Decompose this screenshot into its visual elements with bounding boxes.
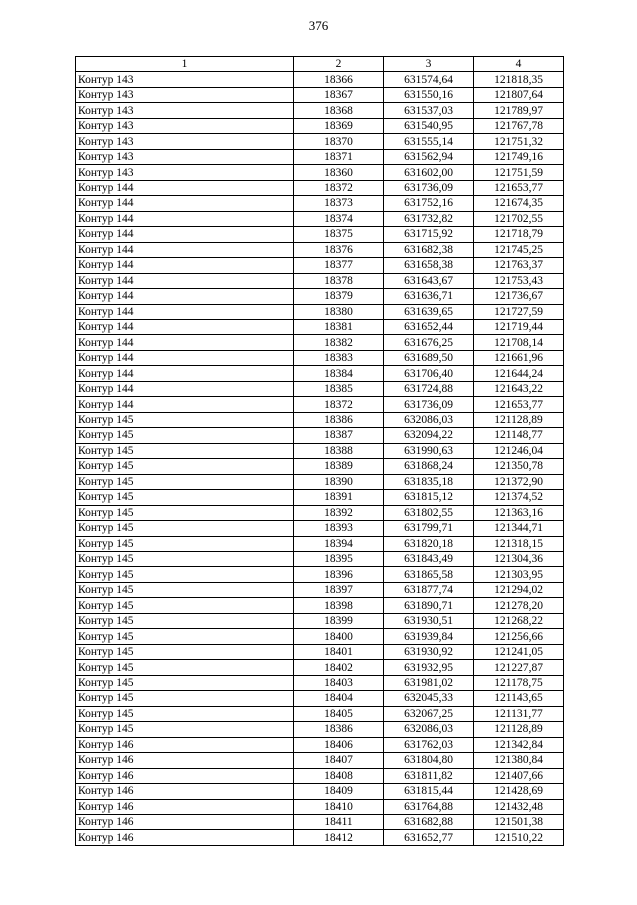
contour-cell: Контур 143	[76, 103, 294, 118]
contour-cell: Контур 144	[76, 273, 294, 288]
x-coordinate-cell: 631835,18	[384, 474, 474, 489]
point-number-cell: 18385	[294, 381, 384, 396]
x-coordinate-cell: 631555,14	[384, 134, 474, 149]
point-number-cell: 18372	[294, 397, 384, 412]
x-coordinate-cell: 632094,22	[384, 428, 474, 443]
x-coordinate-cell: 631877,74	[384, 582, 474, 597]
y-coordinate-cell: 121128,89	[474, 722, 564, 737]
table-row	[76, 753, 564, 768]
x-coordinate-cell: 631682,38	[384, 242, 474, 257]
table-row	[76, 490, 564, 505]
y-coordinate-cell: 121128,89	[474, 412, 564, 427]
point-number-cell: 18389	[294, 459, 384, 474]
table-row	[76, 459, 564, 474]
point-number-cell: 18411	[294, 814, 384, 829]
y-coordinate-cell: 121342,84	[474, 737, 564, 752]
y-coordinate-cell: 121661,96	[474, 350, 564, 365]
point-number-cell: 18368	[294, 103, 384, 118]
table-row	[76, 505, 564, 520]
point-number-cell: 18392	[294, 505, 384, 520]
y-coordinate-cell: 121644,24	[474, 366, 564, 381]
x-coordinate-cell: 631843,49	[384, 552, 474, 567]
table-row	[76, 660, 564, 675]
point-number-cell: 18406	[294, 737, 384, 752]
x-coordinate-cell: 631764,88	[384, 799, 474, 814]
table-row	[76, 87, 564, 102]
y-coordinate-cell: 121674,35	[474, 196, 564, 211]
y-coordinate-cell: 121749,16	[474, 149, 564, 164]
point-number-cell: 18398	[294, 598, 384, 613]
contour-cell: Контур 144	[76, 227, 294, 242]
point-number-cell: 18396	[294, 567, 384, 582]
contour-cell: Контур 144	[76, 366, 294, 381]
y-coordinate-cell: 121363,16	[474, 505, 564, 520]
contour-cell: Контур 143	[76, 165, 294, 180]
point-number-cell: 18360	[294, 165, 384, 180]
point-number-cell: 18367	[294, 87, 384, 102]
point-number-cell: 18391	[294, 490, 384, 505]
point-number-cell: 18370	[294, 134, 384, 149]
point-number-cell: 18408	[294, 768, 384, 783]
contour-cell: Контур 145	[76, 706, 294, 721]
contour-cell: Контур 144	[76, 304, 294, 319]
y-coordinate-cell: 121318,15	[474, 536, 564, 551]
table-row	[76, 536, 564, 551]
table-row	[76, 675, 564, 690]
contour-cell: Контур 145	[76, 629, 294, 644]
contour-cell: Контур 144	[76, 289, 294, 304]
table-row	[76, 381, 564, 396]
y-coordinate-cell: 121131,77	[474, 706, 564, 721]
x-coordinate-cell: 631890,71	[384, 598, 474, 613]
y-coordinate-cell: 121789,97	[474, 103, 564, 118]
y-coordinate-cell: 121304,36	[474, 552, 564, 567]
y-coordinate-cell: 121241,05	[474, 644, 564, 659]
contour-cell: Контур 145	[76, 443, 294, 458]
x-coordinate-cell: 631715,92	[384, 227, 474, 242]
contour-cell: Контур 144	[76, 180, 294, 195]
header-row	[76, 57, 564, 72]
contour-cell: Контур 145	[76, 428, 294, 443]
table-row	[76, 521, 564, 536]
table-row	[76, 567, 564, 582]
contour-cell: Контур 145	[76, 613, 294, 628]
table-row	[76, 799, 564, 814]
x-coordinate-cell: 632086,03	[384, 412, 474, 427]
contour-cell: Контур 146	[76, 784, 294, 799]
contour-cell: Контур 145	[76, 582, 294, 597]
x-coordinate-cell: 631682,88	[384, 814, 474, 829]
table-row	[76, 72, 564, 87]
y-coordinate-cell: 121510,22	[474, 830, 564, 845]
contour-cell: Контур 145	[76, 660, 294, 675]
x-coordinate-cell: 631736,09	[384, 397, 474, 412]
y-coordinate-cell: 121178,75	[474, 675, 564, 690]
table-row	[76, 443, 564, 458]
x-coordinate-cell: 631930,92	[384, 644, 474, 659]
x-coordinate-cell: 632086,03	[384, 722, 474, 737]
y-coordinate-cell: 121374,52	[474, 490, 564, 505]
contour-cell: Контур 145	[76, 691, 294, 706]
contour-cell: Контур 146	[76, 753, 294, 768]
contour-cell: Контур 145	[76, 459, 294, 474]
table-row	[76, 118, 564, 133]
y-coordinate-cell: 121246,04	[474, 443, 564, 458]
point-number-cell: 18403	[294, 675, 384, 690]
x-coordinate-cell: 631865,58	[384, 567, 474, 582]
table-row	[76, 134, 564, 149]
x-coordinate-cell: 631981,02	[384, 675, 474, 690]
x-coordinate-cell: 631562,94	[384, 149, 474, 164]
table-row	[76, 319, 564, 334]
x-coordinate-cell: 631868,24	[384, 459, 474, 474]
header-cell-contour: 1	[76, 57, 294, 72]
contour-cell: Контур 143	[76, 72, 294, 87]
y-coordinate-cell: 121143,65	[474, 691, 564, 706]
y-coordinate-cell: 121380,84	[474, 753, 564, 768]
table-row	[76, 552, 564, 567]
point-number-cell: 18395	[294, 552, 384, 567]
point-number-cell: 18372	[294, 180, 384, 195]
point-number-cell: 18379	[294, 289, 384, 304]
point-number-cell: 18410	[294, 799, 384, 814]
contour-cell: Контур 144	[76, 258, 294, 273]
point-number-cell: 18384	[294, 366, 384, 381]
x-coordinate-cell: 631811,82	[384, 768, 474, 783]
table-row	[76, 149, 564, 164]
point-number-cell: 18382	[294, 335, 384, 350]
y-coordinate-cell: 121653,77	[474, 180, 564, 195]
x-coordinate-cell: 631804,80	[384, 753, 474, 768]
x-coordinate-cell: 632067,25	[384, 706, 474, 721]
x-coordinate-cell: 631932,95	[384, 660, 474, 675]
x-coordinate-cell: 631652,77	[384, 830, 474, 845]
y-coordinate-cell: 121350,78	[474, 459, 564, 474]
table-row	[76, 737, 564, 752]
table-row	[76, 304, 564, 319]
point-number-cell: 18376	[294, 242, 384, 257]
x-coordinate-cell: 631574,64	[384, 72, 474, 87]
x-coordinate-cell: 631930,51	[384, 613, 474, 628]
table-row	[76, 830, 564, 845]
contour-cell: Контур 143	[76, 134, 294, 149]
x-coordinate-cell: 631706,40	[384, 366, 474, 381]
y-coordinate-cell: 121372,90	[474, 474, 564, 489]
x-coordinate-cell: 631732,82	[384, 211, 474, 226]
table-row	[76, 350, 564, 365]
contour-cell: Контур 145	[76, 644, 294, 659]
y-coordinate-cell: 121256,66	[474, 629, 564, 644]
point-number-cell: 18366	[294, 72, 384, 87]
contour-cell: Контур 144	[76, 397, 294, 412]
point-number-cell: 18401	[294, 644, 384, 659]
table-row	[76, 814, 564, 829]
contour-cell: Контур 144	[76, 242, 294, 257]
point-number-cell: 18381	[294, 319, 384, 334]
x-coordinate-cell: 631799,71	[384, 521, 474, 536]
table-row	[76, 289, 564, 304]
x-coordinate-cell: 631939,84	[384, 629, 474, 644]
x-coordinate-cell: 631652,44	[384, 319, 474, 334]
x-coordinate-cell: 631643,67	[384, 273, 474, 288]
contour-cell: Контур 145	[76, 567, 294, 582]
x-coordinate-cell: 631990,63	[384, 443, 474, 458]
table-row	[76, 691, 564, 706]
x-coordinate-cell: 631762,03	[384, 737, 474, 752]
contour-cell: Контур 145	[76, 536, 294, 551]
point-number-cell: 18404	[294, 691, 384, 706]
table-row	[76, 211, 564, 226]
y-coordinate-cell: 121428,69	[474, 784, 564, 799]
point-number-cell: 18375	[294, 227, 384, 242]
x-coordinate-cell: 631658,38	[384, 258, 474, 273]
table-header	[76, 57, 564, 72]
point-number-cell: 18393	[294, 521, 384, 536]
y-coordinate-cell: 121763,37	[474, 258, 564, 273]
table-row	[76, 582, 564, 597]
y-coordinate-cell: 121268,22	[474, 613, 564, 628]
contour-cell: Контур 145	[76, 675, 294, 690]
x-coordinate-cell: 631676,25	[384, 335, 474, 350]
contour-cell: Контур 146	[76, 830, 294, 845]
point-number-cell: 18373	[294, 196, 384, 211]
table-row	[76, 335, 564, 350]
y-coordinate-cell: 121344,71	[474, 521, 564, 536]
x-coordinate-cell: 631815,12	[384, 490, 474, 505]
header-cell-x: 3	[384, 57, 474, 72]
contour-cell: Контур 146	[76, 737, 294, 752]
y-coordinate-cell: 121303,95	[474, 567, 564, 582]
y-coordinate-cell: 121227,87	[474, 660, 564, 675]
contour-cell: Контур 145	[76, 552, 294, 567]
point-number-cell: 18390	[294, 474, 384, 489]
point-number-cell: 18377	[294, 258, 384, 273]
contour-cell: Контур 146	[76, 768, 294, 783]
contour-cell: Контур 143	[76, 149, 294, 164]
y-coordinate-cell: 121767,78	[474, 118, 564, 133]
header-cell-y: 4	[474, 57, 564, 72]
point-number-cell: 18383	[294, 350, 384, 365]
y-coordinate-cell: 121148,77	[474, 428, 564, 443]
coordinates-table	[75, 56, 564, 846]
table-row	[76, 768, 564, 783]
y-coordinate-cell: 121294,02	[474, 582, 564, 597]
contour-cell: Контур 143	[76, 118, 294, 133]
x-coordinate-cell: 631724,88	[384, 381, 474, 396]
table-row	[76, 706, 564, 721]
y-coordinate-cell: 121818,35	[474, 72, 564, 87]
y-coordinate-cell: 121751,59	[474, 165, 564, 180]
contour-cell: Контур 145	[76, 490, 294, 505]
y-coordinate-cell: 121745,25	[474, 242, 564, 257]
x-coordinate-cell: 631639,65	[384, 304, 474, 319]
y-coordinate-cell: 121718,79	[474, 227, 564, 242]
table-row	[76, 397, 564, 412]
table-row	[76, 366, 564, 381]
contour-cell: Контур 145	[76, 521, 294, 536]
point-number-cell: 18399	[294, 613, 384, 628]
contour-cell: Контур 145	[76, 412, 294, 427]
point-number-cell: 18409	[294, 784, 384, 799]
x-coordinate-cell: 631540,95	[384, 118, 474, 133]
contour-cell: Контур 145	[76, 598, 294, 613]
y-coordinate-cell: 121407,66	[474, 768, 564, 783]
point-number-cell: 18397	[294, 582, 384, 597]
x-coordinate-cell: 631550,16	[384, 87, 474, 102]
x-coordinate-cell: 631815,44	[384, 784, 474, 799]
x-coordinate-cell: 631537,03	[384, 103, 474, 118]
point-number-cell: 18386	[294, 722, 384, 737]
point-number-cell: 18388	[294, 443, 384, 458]
contour-cell: Контур 144	[76, 381, 294, 396]
x-coordinate-cell: 631820,18	[384, 536, 474, 551]
y-coordinate-cell: 121501,38	[474, 814, 564, 829]
contour-cell: Контур 144	[76, 196, 294, 211]
contour-cell: Контур 145	[76, 474, 294, 489]
contour-cell: Контур 146	[76, 814, 294, 829]
y-coordinate-cell: 121653,77	[474, 397, 564, 412]
contour-cell: Контур 144	[76, 211, 294, 226]
table-row	[76, 644, 564, 659]
point-number-cell: 18378	[294, 273, 384, 288]
table-row	[76, 227, 564, 242]
contour-cell: Контур 145	[76, 722, 294, 737]
table-row	[76, 180, 564, 195]
point-number-cell: 18402	[294, 660, 384, 675]
x-coordinate-cell: 631602,00	[384, 165, 474, 180]
table-row	[76, 412, 564, 427]
point-number-cell: 18380	[294, 304, 384, 319]
x-coordinate-cell: 631636,71	[384, 289, 474, 304]
contour-cell: Контур 146	[76, 799, 294, 814]
y-coordinate-cell: 121643,22	[474, 381, 564, 396]
x-coordinate-cell: 632045,33	[384, 691, 474, 706]
table-row	[76, 242, 564, 257]
table-row	[76, 428, 564, 443]
header-cell-point-number: 2	[294, 57, 384, 72]
table-row	[76, 613, 564, 628]
table-row	[76, 258, 564, 273]
table-row	[76, 165, 564, 180]
y-coordinate-cell: 121751,32	[474, 134, 564, 149]
point-number-cell: 18394	[294, 536, 384, 551]
point-number-cell: 18371	[294, 149, 384, 164]
contour-cell: Контур 145	[76, 505, 294, 520]
y-coordinate-cell: 121719,44	[474, 319, 564, 334]
table-row	[76, 722, 564, 737]
y-coordinate-cell: 121727,59	[474, 304, 564, 319]
point-number-cell: 18374	[294, 211, 384, 226]
x-coordinate-cell: 631736,09	[384, 180, 474, 195]
point-number-cell: 18387	[294, 428, 384, 443]
contour-cell: Контур 143	[76, 87, 294, 102]
table-row	[76, 196, 564, 211]
y-coordinate-cell: 121432,48	[474, 799, 564, 814]
point-number-cell: 18400	[294, 629, 384, 644]
y-coordinate-cell: 121702,55	[474, 211, 564, 226]
table-row	[76, 273, 564, 288]
table-row	[76, 474, 564, 489]
y-coordinate-cell: 121807,64	[474, 87, 564, 102]
y-coordinate-cell: 121736,67	[474, 289, 564, 304]
x-coordinate-cell: 631752,16	[384, 196, 474, 211]
y-coordinate-cell: 121278,20	[474, 598, 564, 613]
point-number-cell: 18407	[294, 753, 384, 768]
contour-cell: Контур 144	[76, 319, 294, 334]
page-number: 376	[308, 18, 329, 33]
table-row	[76, 629, 564, 644]
y-coordinate-cell: 121708,14	[474, 335, 564, 350]
table-row	[76, 598, 564, 613]
point-number-cell: 18386	[294, 412, 384, 427]
point-number-cell: 18369	[294, 118, 384, 133]
table-row	[76, 103, 564, 118]
point-number-cell: 18412	[294, 830, 384, 845]
point-number-cell: 18405	[294, 706, 384, 721]
x-coordinate-cell: 631802,55	[384, 505, 474, 520]
contour-cell: Контур 144	[76, 335, 294, 350]
y-coordinate-cell: 121753,43	[474, 273, 564, 288]
table-row	[76, 784, 564, 799]
x-coordinate-cell: 631689,50	[384, 350, 474, 365]
contour-cell: Контур 144	[76, 350, 294, 365]
table-body	[76, 72, 564, 845]
